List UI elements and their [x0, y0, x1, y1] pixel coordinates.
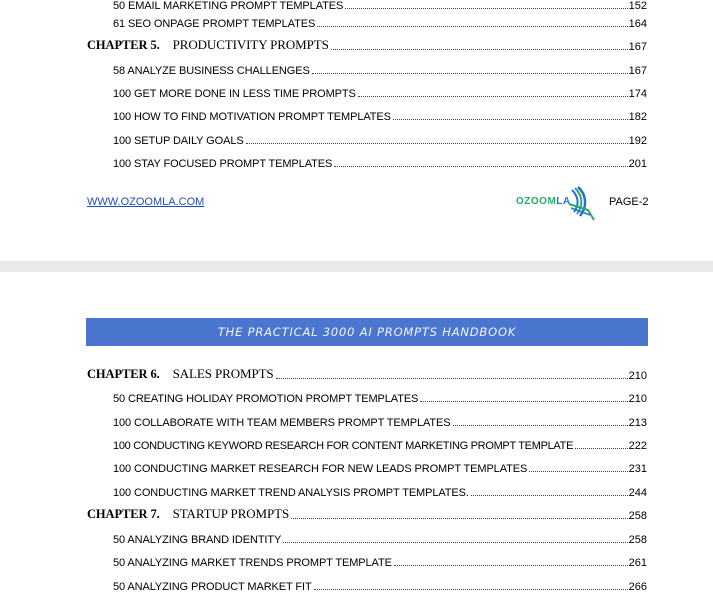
toc-entry-page: 174: [628, 88, 647, 100]
toc-entry-title: 100 CONDUCTING MARKET TREND ANALYSIS PROMPT TEMPLATES.: [113, 487, 469, 499]
dot-leader: [453, 424, 628, 426]
toc-entry[interactable]: [113, 432, 647, 452]
website-link[interactable]: WWW.OZOOMLA.COM: [87, 196, 205, 208]
toc-entry-page: 182: [628, 111, 647, 123]
toc-chapter[interactable]: [87, 33, 647, 53]
dot-leader: [317, 25, 627, 27]
chapter-name: SALES PROMPTS: [172, 366, 274, 381]
toc-entry[interactable]: [113, 526, 647, 546]
page-header-banner: [86, 318, 648, 346]
chapter-name: STARTUP PROMPTS: [172, 506, 290, 521]
toc-entry[interactable]: [113, 103, 647, 123]
toc-entry-page: 164: [628, 18, 647, 30]
page-number: PAGE-2: [609, 196, 649, 208]
ozoomla-logo: [516, 186, 604, 222]
toc-entry[interactable]: [113, 479, 647, 499]
toc-entry-title: 50 ANALYZING MARKET TRENDS PROMPT TEMPLATE: [113, 557, 392, 569]
dot-leader: [291, 517, 628, 519]
toc-entry[interactable]: [113, 127, 647, 147]
toc-entry-page: 258: [628, 510, 647, 522]
chapter-name: PRODUCTIVITY PROMPTS: [172, 37, 329, 52]
dot-leader: [358, 95, 628, 97]
chapter-heading: [87, 37, 329, 53]
logo-swoosh-icon: [566, 186, 606, 222]
toc-entry-page: 210: [628, 370, 647, 382]
toc-entry[interactable]: [113, 409, 647, 429]
toc-entry-page: 266: [628, 581, 647, 593]
toc-entry-page: 152: [628, 0, 647, 12]
dot-leader: [283, 541, 627, 543]
toc-entry-page: 213: [628, 417, 647, 429]
page-3: [0, 272, 713, 600]
dot-leader: [394, 564, 628, 566]
dot-leader: [314, 588, 628, 590]
toc-entry-page: 222: [628, 440, 647, 452]
dot-leader: [334, 165, 627, 167]
toc-entry-title: 100 SETUP DAILY GOALS: [113, 135, 244, 147]
dot-leader: [575, 447, 628, 449]
toc-entry[interactable]: [113, 455, 647, 475]
toc-entry-title: 50 ANALYZING PRODUCT MARKET FIT: [113, 581, 312, 593]
dot-leader: [276, 377, 628, 379]
chapter-number: CHAPTER 7.: [87, 507, 160, 521]
toc-entry-title: 61 SEO ONPAGE PROMPT TEMPLATES: [113, 18, 316, 30]
toc-entry-page: 258: [628, 534, 647, 546]
toc-entry-title: 50 ANALYZING BRAND IDENTITY: [113, 534, 282, 546]
toc-entry-page: 261: [628, 557, 647, 569]
dot-leader: [345, 7, 627, 9]
toc-entry-title: 50 EMAIL MARKETING PROMPT TEMPLATES: [113, 0, 344, 12]
toc-chapter[interactable]: [87, 502, 647, 522]
toc-entry[interactable]: [113, 10, 647, 30]
toc-entry[interactable]: [113, 150, 647, 170]
toc-entry[interactable]: [113, 57, 647, 77]
dot-leader: [471, 494, 628, 496]
dot-leader: [312, 72, 628, 74]
toc-entry-page: 192: [628, 135, 647, 147]
toc-entry-page: 231: [628, 463, 647, 475]
dot-leader: [331, 48, 628, 50]
toc-entry-title: 100 CONDUCTING MARKET RESEARCH FOR NEW LEADS PROMPT TEMPLATES: [113, 463, 528, 475]
chapter-number: CHAPTER 6.: [87, 367, 160, 381]
toc-entry-title: 100 GET MORE DONE IN LESS TIME PROMPTS: [113, 88, 356, 100]
toc-entry-title: 50 CREATING HOLIDAY PROMOTION PROMPT TEMPLATES: [113, 393, 419, 405]
chapter-heading: [87, 366, 274, 382]
toc-entry-title: 100 HOW TO FIND MOTIVATION PROMPT TEMPLATES: [113, 111, 391, 123]
toc-entry-title: 100 STAY FOCUSED PROMPT TEMPLATES: [113, 158, 333, 170]
page-2: [0, 0, 713, 261]
dot-leader: [529, 470, 627, 472]
dot-leader: [393, 118, 628, 120]
toc-entry-page: 167: [628, 41, 647, 53]
toc-entry-page: 167: [628, 65, 647, 77]
toc-entry[interactable]: [113, 549, 647, 569]
toc-entry-page: 210: [628, 393, 647, 405]
dot-leader: [246, 142, 628, 144]
toc-entry-page: 244: [628, 487, 647, 499]
chapter-heading: [87, 506, 289, 522]
toc-entry[interactable]: [113, 385, 647, 405]
handbook-title: THE PRACTICAL 3000 AI PROMPTS HANDBOOK: [217, 325, 517, 339]
dot-leader: [420, 400, 627, 402]
toc-chapter[interactable]: [87, 362, 647, 382]
toc-entry[interactable]: [113, 573, 647, 593]
logo-wordmark: OZOOMLA: [516, 196, 571, 207]
toc-entry-title: 58 ANALYZE BUSINESS CHALLENGES: [113, 65, 310, 77]
chapter-number: CHAPTER 5.: [87, 38, 160, 52]
toc-entry-title: 100 CONDUCTING KEYWORD RESEARCH FOR CONTENT MARKETING PROMPT TEMPLATE: [113, 440, 574, 452]
toc-entry-title: 100 COLLABORATE WITH TEAM MEMBERS PROMPT TEMPLATES: [113, 417, 451, 429]
toc-entry[interactable]: [113, 80, 647, 100]
toc-entry-page: 201: [628, 158, 647, 170]
